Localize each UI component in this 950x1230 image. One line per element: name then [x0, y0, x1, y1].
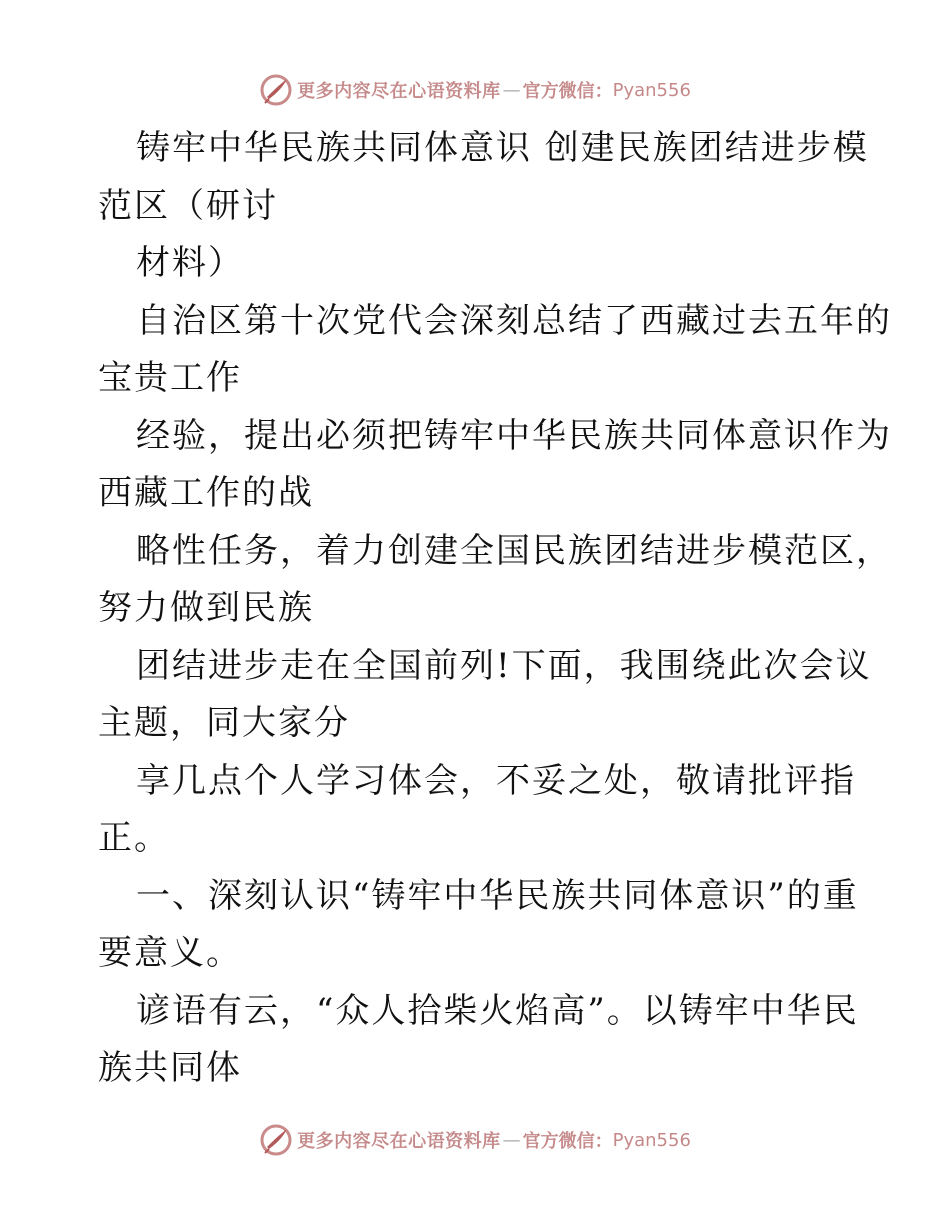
watermark-wechat-label: 官方微信：: [522, 1131, 613, 1152]
watermark-separator: —: [502, 79, 521, 101]
text-line: 略性任务，着力创建全国民族团结进步模范区，: [136, 530, 892, 571]
watermark-wechat-id: Pyan556: [612, 79, 691, 101]
text-line: 经验，提出必须把铸牢中华民族共同体意识作为: [136, 415, 892, 456]
text-line: 自治区第十次党代会深刻总结了西藏过去五年的: [136, 300, 892, 341]
text-line: 享几点个人学习体会，不妥之处，敬请批评指: [136, 760, 856, 801]
watermark-brand-text: 更多内容尽在心语资料库: [297, 1131, 501, 1152]
feather-pen-logo-icon: [259, 1123, 293, 1157]
text-line: 族共同体: [98, 1048, 242, 1088]
text-line: 铸牢中华民族共同体意识 创建民族团结进步模: [136, 128, 869, 168]
feather-pen-logo-icon: [259, 73, 293, 107]
text-line: 一、深刻认识“铸牢中华民族共同体意识”的重: [136, 875, 859, 916]
text-line: 努力做到民族: [98, 588, 314, 628]
text-line: 范区（研讨: [98, 185, 278, 226]
text-line: 宝贵工作: [98, 358, 242, 398]
text-line: 西藏工作的战: [98, 473, 314, 513]
footer-watermark: [0, 1120, 950, 1160]
text-line: 要意义。: [98, 933, 242, 973]
watermark-separator: —: [502, 1129, 521, 1151]
watermark-wechat-label: 官方微信：: [522, 81, 613, 102]
document-body: [98, 120, 892, 1098]
text-line: 正。: [98, 818, 170, 858]
text-line: 主题，同大家分: [98, 703, 350, 743]
text-line: 谚语有云，“众人拾柴火焰高”。以铸牢中华民: [136, 990, 859, 1031]
watermark-wechat-id: Pyan556: [612, 1129, 691, 1151]
text-line: 团结进步走在全国前列!下面，我围绕此次会议: [136, 645, 872, 686]
header-watermark: [0, 70, 950, 110]
watermark-brand-text: 更多内容尽在心语资料库: [297, 81, 501, 102]
text-line: 材料）: [136, 243, 244, 283]
